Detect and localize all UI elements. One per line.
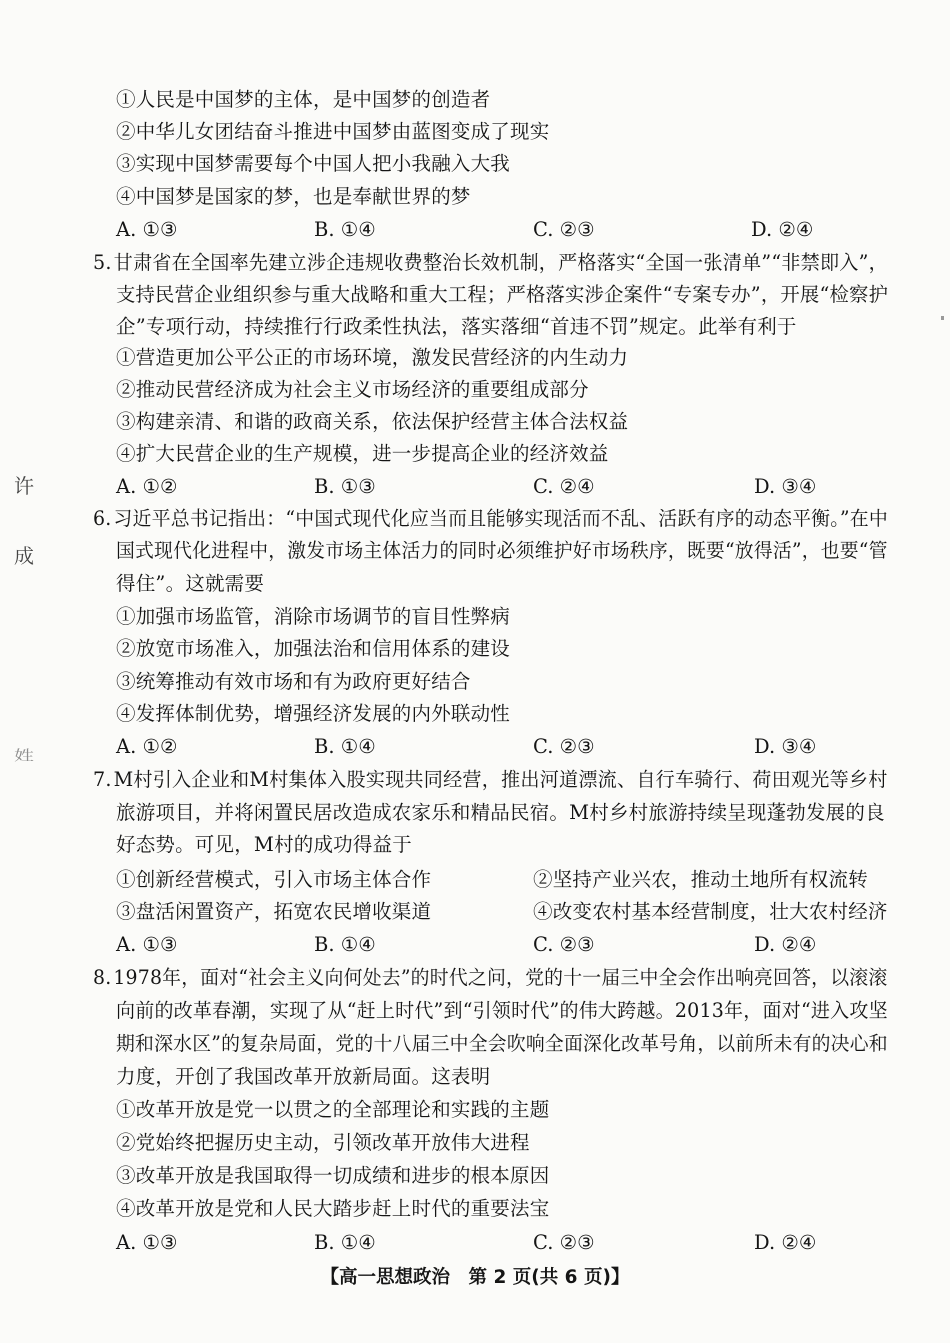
q5-option-c: C. ②④ — [533, 475, 595, 498]
q8-statement-4: ④改革开放是党和人民大踏步赶上时代的重要法宝 — [116, 1197, 550, 1220]
q5-number: 5. — [93, 251, 112, 274]
q6-stem-line-1 — [93, 503, 888, 535]
q8-stem-line-3: 期和深水区”的复杂局面，党的十八届三中全会吹响全面深化改革号角，以前所未有的决心和 — [116, 1032, 888, 1055]
scan-speck — [941, 316, 944, 320]
q8-option-c: C. ②③ — [533, 1231, 595, 1254]
margin-mark-2: 成 — [14, 544, 34, 568]
q5-statement-2: ②推动民营经济成为社会主义市场经济的重要组成部分 — [116, 378, 589, 401]
q7-number: 7. — [93, 768, 112, 791]
q5-statement-1: ①营造更加公平公正的市场环境，激发民营经济的内生动力 — [116, 346, 629, 369]
q7-stem-text-1: M村引入企业和M村集体入股实现共同经营，推出河道漂流、自行车骑行、荷田观光等乡村 — [113, 768, 888, 791]
q4-statement-2: ②中华儿女团结奋斗推进中国梦由蓝图变成了现实 — [116, 120, 550, 143]
q7-option-d: D. ②④ — [754, 933, 817, 956]
q4-option-c: C. ②③ — [533, 218, 595, 241]
margin-mark-3: 姓 — [14, 747, 34, 764]
q8-stem-line-2: 向前的改革春潮，实现了从“赶上时代”到“引领时代”的伟大跨越。2013年，面对“进入攻坚 — [116, 999, 888, 1022]
q7-option-b: B. ①④ — [314, 933, 376, 956]
q7-statement-2: ②坚持产业兴农，推动土地所有权流转 — [533, 868, 868, 891]
q7-statement-1: ①创新经营模式，引入市场主体合作 — [116, 868, 432, 891]
q4-statement-1: ①人民是中国梦的主体，是中国梦的创造者 — [116, 88, 491, 111]
q5-statement-3: ③构建亲清、和谐的政商关系，依法保护经营主体合法权益 — [116, 410, 629, 433]
q5-option-a: A. ①② — [116, 475, 178, 498]
q6-option-d: D. ③④ — [754, 735, 817, 758]
q6-statement-1: ①加强市场监管，消除市场调节的盲目性弊病 — [116, 605, 511, 628]
q8-option-d: D. ②④ — [754, 1231, 817, 1254]
q7-statement-3: ③盘活闲置资产，拓宽农民增收渠道 — [116, 900, 432, 923]
q8-stem-line-1 — [93, 962, 887, 994]
q5-stem-line-2: 支持民营企业组织参与重大战略和重大工程；严格落实涉企案件“专案专办”，开展“检察护 — [116, 283, 889, 306]
q6-option-c: C. ②③ — [533, 735, 595, 758]
q6-statement-3: ③统筹推动有效市场和有为政府更好结合 — [116, 670, 471, 693]
q4-statement-4: ④中国梦是国家的梦，也是奉献世界的梦 — [116, 185, 471, 208]
q6-stem-text-1: 习近平总书记指出：“中国式现代化应当而且能够实现活而不乱、活跃有序的动态平衡。”在中 — [113, 507, 889, 530]
q5-option-d: D. ③④ — [754, 475, 817, 498]
q4-option-b: B. ①④ — [314, 218, 376, 241]
q7-stem-line-1 — [93, 764, 888, 796]
q6-option-a: A. ①② — [116, 735, 178, 758]
q7-statement-4: ④改变农村基本经营制度，壮大农村经济 — [533, 900, 888, 923]
q6-number: 6. — [93, 507, 112, 530]
q6-stem-line-2: 国式现代化进程中，激发市场主体活力的同时必须维护好市场秩序，既要“放得活”，也要“管 — [116, 539, 888, 562]
q8-stem-text-1: 1978年，面对“社会主义向何处去”的时代之问，党的十一届三中全会作出响亮回答，以滚滚 — [113, 966, 888, 989]
q7-stem-line-3: 好态势。可见，M村的成功得益于 — [116, 833, 412, 856]
q5-stem-text-1: 甘肃省在全国率先建立涉企违规收费整治长效机制，严格落实“全国一张清单”“非禁即入”， — [113, 251, 888, 274]
q7-stem-line-2: 旅游项目，并将闲置民居改造成农家乐和精品民宿。M村乡村旅游持续呈现蓬勃发展的良 — [116, 801, 885, 824]
q8-statement-2: ②党始终把握历史主动，引领改革开放伟大进程 — [116, 1131, 530, 1154]
q6-statement-4: ④发挥体制优势，增强经济发展的内外联动性 — [116, 702, 511, 725]
q4-option-a: A. ①③ — [116, 218, 178, 241]
page-footer: 【高一思想政治 第 2 页(共 6 页)】 — [320, 1267, 630, 1288]
q8-number: 8. — [93, 966, 112, 989]
q6-option-b: B. ①④ — [314, 735, 376, 758]
q8-statement-1: ①改革开放是党一以贯之的全部理论和实践的主题 — [116, 1098, 550, 1121]
q4-statement-3: ③实现中国梦需要每个中国人把小我融入大我 — [116, 152, 511, 175]
q5-stem-line-1 — [93, 247, 888, 279]
q5-statement-4: ④扩大民营企业的生产规模，进一步提高企业的经济效益 — [116, 442, 609, 465]
margin-mark-1: 许 — [14, 474, 34, 498]
q6-statement-2: ②放宽市场准入，加强法治和信用体系的建设 — [116, 637, 511, 660]
q5-option-b: B. ①③ — [314, 475, 376, 498]
q7-option-c: C. ②③ — [533, 933, 595, 956]
q8-option-a: A. ①③ — [116, 1231, 178, 1254]
q8-stem-line-4: 力度，开创了我国改革开放新局面。这表明 — [116, 1065, 491, 1088]
q5-stem-line-3: 企”专项行动，持续推行行政柔性执法，落实落细“首违不罚”规定。此举有利于 — [116, 315, 797, 338]
q7-option-a: A. ①③ — [116, 933, 178, 956]
q8-option-b: B. ①④ — [314, 1231, 376, 1254]
q6-stem-line-3: 得住”。这就需要 — [116, 572, 265, 595]
q4-option-d: D. ②④ — [751, 218, 814, 241]
q8-statement-3: ③改革开放是我国取得一切成绩和进步的根本原因 — [116, 1164, 550, 1187]
